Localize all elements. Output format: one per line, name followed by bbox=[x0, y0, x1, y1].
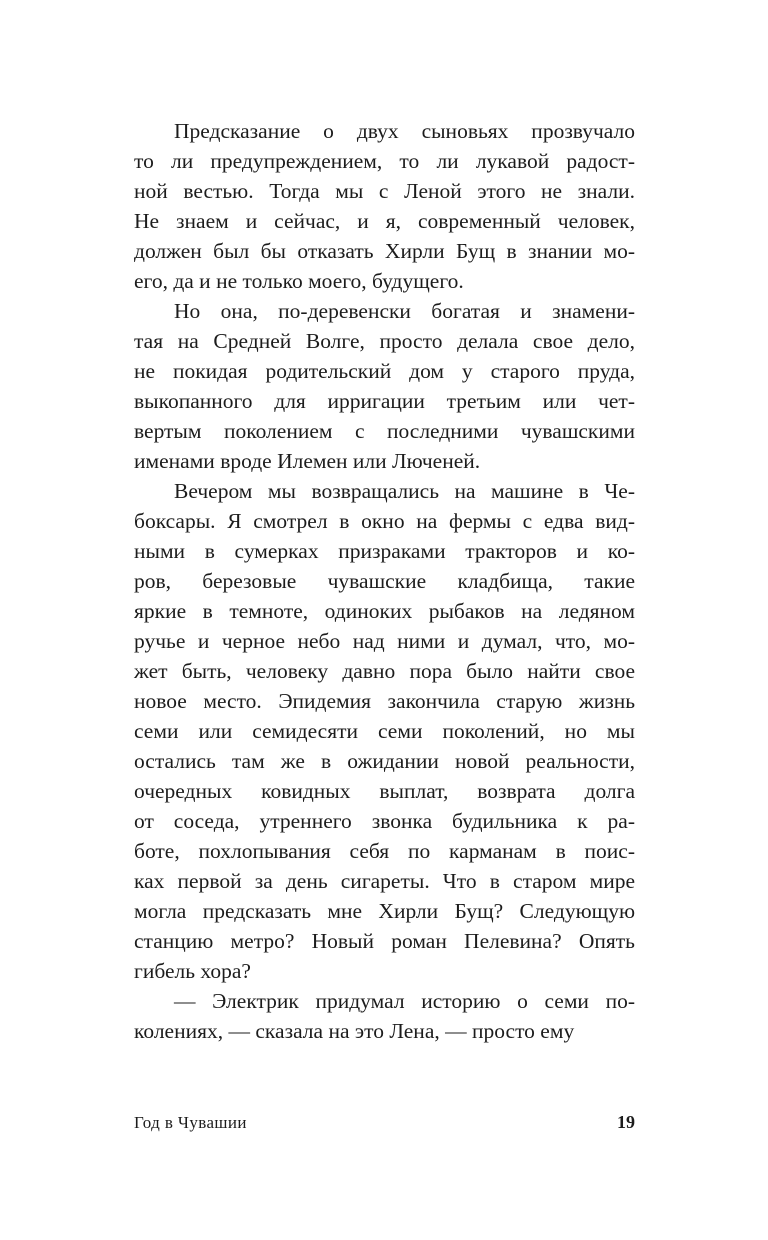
paragraph bbox=[134, 986, 635, 1046]
running-title: Год в Чувашии bbox=[134, 1113, 247, 1132]
page-number: 19 bbox=[617, 1112, 635, 1132]
text-block bbox=[134, 116, 635, 1046]
text-line: выкопанного для ирригации третьим или чет- bbox=[134, 389, 635, 413]
text-line: очередных ковидных выплат, возврата долга bbox=[134, 779, 635, 803]
text-line: семи или семидесяти семи поколений, но мы bbox=[134, 719, 635, 743]
text-line: его, да и не только моего, будущего. bbox=[134, 269, 464, 293]
text-line: новое место. Эпидемия закончила старую жизнь bbox=[134, 689, 635, 713]
text-line: именами вроде Илемен или Люченей. bbox=[134, 449, 481, 473]
text-line: Предсказание о двух сыновьях прозвучало bbox=[174, 119, 635, 143]
text-line: ках первой за день сигареты. Что в старом мире bbox=[134, 869, 635, 893]
text-line: боксары. Я смотрел в окно на фермы с едва вид- bbox=[134, 509, 635, 533]
text-line: боте, похлопывания себя по карманам в поис- bbox=[134, 839, 635, 863]
text-line: то ли предупреждением, то ли лукавой радост- bbox=[134, 149, 635, 173]
paragraph bbox=[134, 296, 635, 476]
text-line: должен был бы отказать Хирли Бущ в знании мо- bbox=[134, 239, 635, 263]
text-line: ной вестью. Тогда мы с Леной этого не знали. bbox=[134, 179, 635, 203]
text-line: — Электрик придумал историю о семи по- bbox=[174, 989, 635, 1013]
text-line: станцию метро? Новый роман Пелевина? Опять bbox=[134, 929, 635, 953]
text-line: гибель хора? bbox=[134, 959, 251, 983]
text-line: жет быть, человеку давно пора было найти свое bbox=[134, 659, 635, 683]
text-line: от соседа, утреннего звонка будильника к ра- bbox=[134, 809, 635, 833]
text-line: остались там же в ожидании новой реальности, bbox=[134, 749, 635, 773]
text-line: не покидая родительский дом у старого пруда, bbox=[134, 359, 635, 383]
text-line: колениях, — сказала на это Лена, — просто ему bbox=[134, 1019, 575, 1043]
text-line: Вечером мы возвращались на машине в Че- bbox=[174, 479, 635, 503]
text-line: ров, березовые чувашские кладбища, такие bbox=[134, 569, 635, 593]
text-line: ручье и черное небо над ними и думал, что, мо- bbox=[134, 629, 635, 653]
text-line: тая на Средней Волге, просто делала свое дело, bbox=[134, 329, 635, 353]
text-line: ными в сумерках призраками тракторов и ко- bbox=[134, 539, 635, 563]
text-line: яркие в темноте, одиноких рыбаков на ледяном bbox=[134, 599, 635, 623]
paragraph bbox=[134, 116, 635, 296]
paragraph bbox=[134, 476, 635, 986]
text-line: вертым поколением с последними чувашскими bbox=[134, 419, 635, 443]
page-footer bbox=[134, 1112, 635, 1133]
text-line: Но она, по-деревенски богатая и знамени- bbox=[174, 299, 635, 323]
text-line: могла предсказать мне Хирли Бущ? Следующую bbox=[134, 899, 635, 923]
text-line: Не знаем и сейчас, и я, современный человек, bbox=[134, 209, 635, 233]
